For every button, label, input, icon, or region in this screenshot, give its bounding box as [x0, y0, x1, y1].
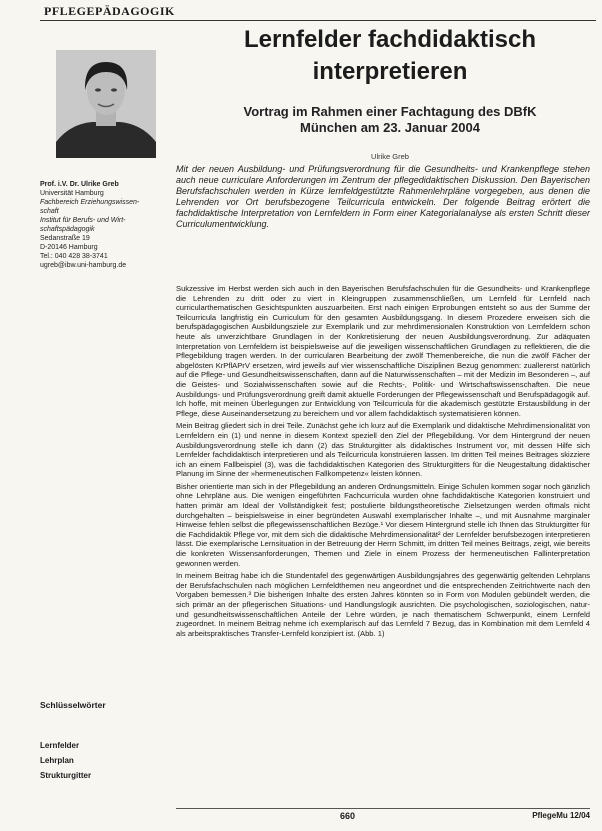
- article-title: [190, 24, 590, 88]
- keyword-item: Strukturgitter: [40, 771, 92, 780]
- author-faculty-2: schaft: [40, 208, 59, 215]
- masthead: PFLEGEPÄDAGOGIK: [44, 4, 175, 18]
- keywords-box: [40, 700, 168, 783]
- portrait-photo: [56, 50, 156, 158]
- keyword-item: Lehrplan: [40, 756, 74, 765]
- keyword-item: Lernfelder: [40, 741, 80, 750]
- author-portrait: [56, 50, 156, 158]
- body-paragraph-2: Mein Beitrag gliedert sich in drei Teile. Zunächst gehe ich kurz auf die Exemplarik und didaktische Mehrdimensionalität von Lernfeldern ein (1) und nenne in diesem Kontext speziell den Ziel der Pflegebildung. Vor dem Hintergrund der neuen Ausbildungsverordnung stelle ich dann (2) das Strukturgitter als didaktisches Instrument vor, mit dessen Hilfe sich Lernfelder fachdidaktisch interpretieren und als Teilcurricula konstruieren lassen. Im dritten Teil meines Beitrages skizziere ich an einem Fallbeispiel (3), was die fachdidaktischen Kategorien des Strukturgitters für die Neugestaltung didaktischer Planung im Sinne der »hermeneutischen Fallkompetenz« leisten können.: [176, 421, 590, 479]
- author-name: Prof. i.V. Dr. Ulrike Greb: [40, 181, 119, 188]
- author-contact: [40, 180, 168, 270]
- title-line-2: interpretieren: [312, 58, 468, 85]
- footer-rule: [176, 808, 590, 809]
- author-institute-1: Institut für Berufs- und Wirt-: [40, 217, 126, 224]
- author-city: D-20146 Hamburg: [40, 244, 98, 251]
- subtitle-line-2: München am 23. Januar 2004: [300, 120, 480, 135]
- header-rule: [40, 20, 596, 21]
- subtitle-line-1: Vortrag im Rahmen einer Fachtagung des DBfK: [243, 104, 537, 119]
- author-faculty-1: Fachbereich Erziehungswissen-: [40, 199, 140, 206]
- keywords-heading: Schlüsselwörter: [40, 700, 106, 710]
- author-street: Sedanstraße 19: [40, 235, 90, 242]
- article-subtitle: [180, 104, 600, 136]
- article-abstract: Mit der neuen Ausbildung- und Prüfungsverordnung für die Gesundheits- und Krankenpflege stehen auch neue curriculare Anforderungen im Zentrum der pflegedidaktischen Diskussion. Den Bayerischen Berufsfachschulen werden in Kürze lernfeldgestützte Rahmenlehrpläne vorgegeben, aus denen die Lehrenden vor Ort berufsbezogene Teilcurricula entwickeln. Der folgende Beitrag erörtert die fachdidaktische Interpretation von Lernfeldern in Form einer Kategorialanalyse als ersten Schritt dieser Curriculumentwicklung.: [176, 164, 590, 229]
- body-paragraph-4: In meinem Beitrag habe ich die Stundentafel des gegenwärtigen Ausbildungsjahres des gegenwärtig geltenden Lehrplans der Berufsfachschulen nach möglichen Lernfeldthemen neu angeordnet und die entsprechenden Zeitrichtwerte nach den Vorgaben bemessen.³ Die bisherigen Inhalte des ersten Jahres könnten so in Form von Modulen gebündelt werden, die sich primär an der pflegerischen Situations- und Handlungslogik ausrichten. Die psychologischen, soziologischen, natur- und gesundheitswissenschaftlichen Anteile der Lehre würden, je nach thematischem Schwerpunkt, einem Lernfeld zugeordnet. In meinem Beitrag nehme ich exemplarisch auf das Lernfeld 7 Bezug, das in Kombination mit dem Lernfeld 4 als arbeitspraktisches Transfer-Lernfeld konzipiert ist. (Abb. 1): [176, 571, 590, 638]
- body-paragraph-3: Bisher orientierte man sich in der Pflegebildung an anderen Ordnungsmitteln. Einige Schulen kommen sogar noch gänzlich ohne Lehrpläne aus. Die wenigen eingeführten Fachcurricula wurden ohne fachdidaktische Kategorien konstruiert und hatten primär am Ideal der Vollständigkeit fest; postulierte bildungstheoretische Zielsetzungen werden oftmals nicht durchgehalten – beispielsweise in einer begründeten Auswahl exemplarischer Inhalte –, und mit Ausnahme marginaler Hinweise fehlen selbst die pflegewissenschaftlichen Bezüge.¹ Vor diesem Hintergrund stelle ich Ihnen das Strukturgitter für die Fachdidaktik Pflege vor, mit dem sich die didaktische Mehrdimensionalität² der Lernfelder berufsbezogen interpretieren lässt. Die exemplarische Lernsituation in der Betreuung der Herrn Schmitt, im dritten Teil meines Beitrags, zeigt, wie bereits die konkreten Wissensanforderungen, Themen und Ziele in einem Prozess der hermeneutischen Fallinterpretation gewonnen werden.: [176, 481, 590, 568]
- body-paragraph-1: Sukzessive im Herbst werden sich auch in den Bayerischen Berufsfachschulen für die Gesundheits- und Krankenpflege die Lehrenden zu dritt oder zu viert in Kleingruppen zusammenschließen, um Lernfeld für Lernfeld nach curricularthematischen Gesichtspunkten auszuarbeiten. Erst nach einigen Erprobungen entsteht so aus der Summe der Teilcurricula langfristig ein Curriculum für den gesamten Ausbildungsgang. In diesem Prozedere erweisen sich die berufspädagogischen Ausbildungsziele zur Exemplarik und zur mehrdimensionalen Konstruktion von Lernfeldern schon heute als unverzichtbare Grundlagen in der Konkretisierung der neuen Ausbildungsverordnung. Zur adäquaten Interpretation von Lernfeldern ist beispielsweise auf die jeweiligen wissenschaftlichen Grundlagen zu reflektieren, die die Pflegebildung tragen werden. In der curricularen Bearbeitung der zwölf Themenbereiche, die nun die zwölf Fächer der abgelösten KrPflAPrV ersetzen, wird jeweils auf vier wissenschaftliche Disziplinen Bezug genommen: zuallererst natürlich auf die Pflege- und Gesundheitswissenschaften, dann auf die Naturwissenschaften – mit der Medizin im Besonderen –, auf die Geistes- und Sozialwissenschaften sowie auf die Rechts-, Politik- und Wirtschaftswissenschaften. Die neue Ausbildungs- und Prüfungsverordnung greift damit aktuelle Forderungen der Pflegewissenschaft und Berufspädagogik auf. Ich hoffe, mit meinen Überlegungen zur Entwicklung von Teilcurricula für die akademisch gestützte Erstausbildung in der Pflege, diese Auseinandersetzung zu bereichern und vor allem fachdidaktisch systematisieren können.: [176, 284, 590, 418]
- author-institute-2: schaftspädagogik: [40, 226, 95, 233]
- journal-issue: PflegeMu 12/04: [532, 811, 590, 820]
- page-number: 660: [340, 811, 356, 821]
- author-email[interactable]: ugreb@ibw.uni-hamburg.de: [40, 262, 127, 269]
- article-body: [176, 284, 590, 641]
- title-line-1: Lernfelder fachdidaktisch: [243, 26, 537, 53]
- author-phone: Tel.: 040 428 38-3741: [40, 253, 108, 260]
- author-byline: Ulrike Greb: [371, 152, 409, 161]
- author-university: Universität Hamburg: [40, 190, 104, 197]
